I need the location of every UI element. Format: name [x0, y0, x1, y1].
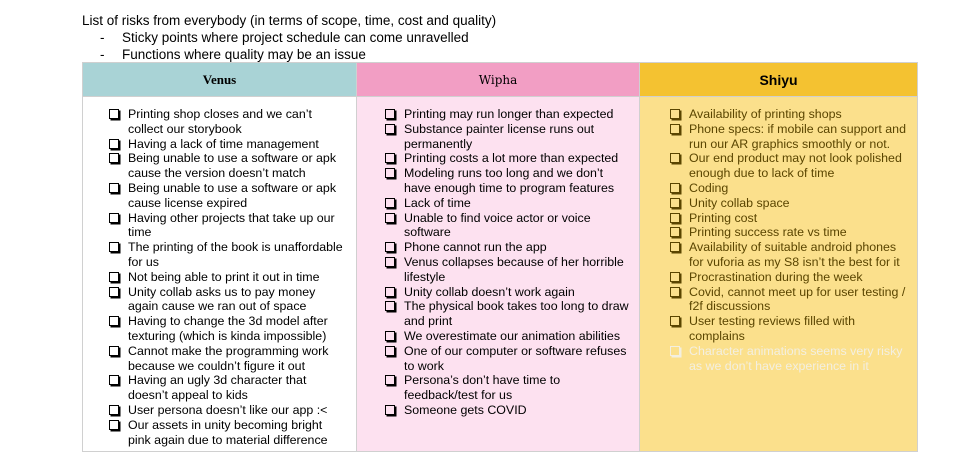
- risk-item: [385, 196, 631, 211]
- risk-item-text: The physical book takes too long to draw and print: [404, 299, 629, 329]
- risk-item-text: Unity collab doesn’t work again: [404, 284, 575, 299]
- checkbox-icon: [385, 153, 395, 163]
- risk-item-text: Venus collapses because of her horrible lifestyle: [404, 254, 624, 284]
- risk-item: [109, 137, 348, 152]
- risk-item-text: User testing reviews filled with complains: [689, 314, 855, 343]
- risk-item: [385, 344, 631, 374]
- risk-item-text: Being unable to use a software or apk cause the version doesn’t match: [128, 151, 337, 181]
- risk-item-text: Modeling runs too long and we don’t have enough time to program features: [404, 166, 615, 195]
- risk-item: [109, 418, 348, 448]
- checkbox-icon: [109, 375, 119, 385]
- risk-item-text: Not being able to print it out in time: [128, 269, 320, 284]
- risk-item-text: Unity collab space: [689, 195, 790, 210]
- risk-item-text: Availability of printing shops: [689, 107, 842, 121]
- checkbox-icon: [385, 168, 395, 178]
- risk-list-venus: [83, 97, 356, 447]
- checkbox-icon: [109, 316, 119, 326]
- risk-item-text: Being unable to use a software or apk cause license expired: [128, 180, 337, 210]
- risk-item-text: Phone cannot run the app: [404, 240, 547, 255]
- risk-item: [109, 403, 348, 418]
- risk-item: [670, 122, 909, 152]
- risk-item: [109, 314, 348, 344]
- risk-item-text: Printing may run longer than expected: [404, 107, 614, 121]
- checkbox-icon: [109, 139, 119, 149]
- risk-item: [385, 403, 631, 418]
- risk-item-text: Printing shop closes and we can’t collect our storybook: [128, 107, 312, 136]
- risk-item: [670, 270, 909, 285]
- risk-item: [670, 314, 909, 344]
- column-wipha: [357, 63, 640, 451]
- risk-item: [385, 166, 631, 196]
- checkbox-icon: [670, 109, 680, 119]
- risk-item: [109, 181, 348, 211]
- risk-table: [82, 62, 918, 452]
- risk-list-shiyu: [640, 97, 917, 373]
- checkbox-icon: [385, 301, 395, 311]
- checkbox-icon: [109, 420, 119, 430]
- checkbox-icon: [670, 346, 680, 356]
- risk-item-text: Having an ugly 3d character that doesn’t appeal to kids: [128, 373, 307, 403]
- risk-item: [109, 285, 348, 315]
- risk-list-wipha: [357, 97, 639, 418]
- checkbox-icon: [385, 257, 395, 267]
- dash-marker: -: [100, 47, 105, 62]
- risk-item-text: Unity collab asks us to pay money again cause we ran out of space: [128, 284, 316, 314]
- checkbox-icon: [385, 405, 395, 415]
- checkbox-icon: [109, 153, 119, 163]
- checkbox-icon: [385, 242, 395, 252]
- risk-item: [670, 151, 909, 181]
- column-venus: [83, 63, 357, 451]
- checkbox-icon: [109, 287, 119, 297]
- risk-item-text: Phone specs: if mobile can support and run our AR graphics smoothly or not.: [689, 121, 906, 151]
- checkbox-icon: [670, 287, 680, 297]
- risk-item-text: We overestimate our animation abilities: [404, 328, 621, 343]
- risk-item: [385, 373, 631, 403]
- risk-item-text: Procrastination during the week: [689, 269, 863, 284]
- risk-item: [385, 285, 631, 300]
- risk-item-text: User persona doesn’t like our app :<: [128, 402, 328, 417]
- checkbox-icon: [109, 272, 119, 282]
- risk-item-text: Cannot make the programming work because we couldn’t figure it out: [128, 343, 329, 373]
- checkbox-icon: [385, 124, 395, 134]
- checkbox-icon: [385, 331, 395, 341]
- checkbox-icon: [385, 198, 395, 208]
- intro-bullets: [82, 29, 496, 63]
- risk-item-text: Someone gets COVID: [404, 402, 527, 417]
- risk-item-text: Having to change the 3d model after texturing (which is kinda impossible): [128, 314, 328, 343]
- checkbox-icon: [109, 109, 119, 119]
- risk-item: [670, 344, 909, 374]
- checkbox-icon: [670, 272, 680, 282]
- risk-item: [385, 211, 631, 241]
- risk-item: [670, 107, 909, 122]
- risk-item: [385, 151, 631, 166]
- checkbox-icon: [670, 213, 680, 223]
- checkbox-icon: [385, 109, 395, 119]
- column-header-shiyu: Shiyu: [640, 63, 917, 97]
- checkbox-icon: [670, 183, 680, 193]
- risk-item-text: Substance painter license runs out permanently: [404, 121, 595, 151]
- risk-item: [670, 181, 909, 196]
- risk-item-text: Unable to find voice actor or voice software: [404, 210, 591, 240]
- dash-marker: -: [100, 30, 105, 45]
- risk-item: [109, 344, 348, 374]
- checkbox-icon: [109, 213, 119, 223]
- risk-item: [109, 107, 348, 137]
- checkbox-icon: [109, 346, 119, 356]
- intro-bullet: [82, 29, 496, 46]
- checkbox-icon: [670, 124, 680, 134]
- risk-item-text: Printing cost: [689, 210, 758, 225]
- risk-item-text: Covid, cannot meet up for user testing / f2f discussions: [689, 284, 906, 314]
- risk-item-text: Availability of suitable android phones for vuforia as my S8 isn’t the best for it: [689, 240, 900, 269]
- checkbox-icon: [670, 242, 680, 252]
- risk-item-text: Our end product may not look polished enough due to lack of time: [689, 151, 902, 181]
- risk-item: [109, 211, 348, 241]
- column-header-wipha: Wipha: [357, 63, 639, 97]
- risk-item-text: Printing costs a lot more than expected: [404, 151, 619, 166]
- risk-item: [385, 107, 631, 122]
- risk-item: [385, 299, 631, 329]
- risk-item-text: Having other projects that take up our time: [128, 210, 335, 240]
- checkbox-icon: [670, 227, 680, 237]
- intro-bullet: [82, 46, 496, 63]
- column-header-venus: Venus: [83, 63, 356, 97]
- risk-item: [109, 240, 348, 270]
- risk-item: [109, 151, 348, 181]
- risk-item: [385, 240, 631, 255]
- risk-item-text: Printing success rate vs time: [689, 225, 847, 240]
- risk-item: [670, 285, 909, 315]
- checkbox-icon: [109, 405, 119, 415]
- risk-item: [670, 211, 909, 226]
- risk-item-text: Coding: [689, 180, 729, 195]
- risk-item-text: Lack of time: [404, 195, 471, 210]
- intro-bullet-text: Functions where quality may be an issue: [122, 47, 366, 62]
- risk-item: [385, 122, 631, 152]
- intro-bullet-text: Sticky points where project schedule can come unravelled: [122, 30, 469, 45]
- checkbox-icon: [385, 346, 395, 356]
- checkbox-icon: [385, 287, 395, 297]
- column-shiyu: [640, 63, 917, 451]
- intro-title: List of risks from everybody (in terms of scope, time, cost and quality): [82, 13, 497, 28]
- risk-item: [670, 196, 909, 211]
- checkbox-icon: [109, 183, 119, 193]
- risk-item: [109, 373, 348, 403]
- checkbox-icon: [670, 316, 680, 326]
- risk-item: [109, 270, 348, 285]
- risk-item-text: Our assets in unity becoming bright pink again due to material difference: [128, 417, 328, 447]
- risk-item: [385, 329, 631, 344]
- risk-item-text: Character animations seems very risky as we don’t have experience in it: [689, 343, 903, 373]
- risk-item: [670, 240, 909, 270]
- checkbox-icon: [670, 198, 680, 208]
- checkbox-icon: [385, 213, 395, 223]
- risk-item: [670, 225, 909, 240]
- checkbox-icon: [670, 153, 680, 163]
- checkbox-icon: [109, 242, 119, 252]
- risk-item-text: Having a lack of time management: [128, 136, 319, 151]
- risk-item-text: Persona’s don’t have time to feedback/test for us: [404, 373, 561, 403]
- risk-item-text: The printing of the book is unaffordable for us: [128, 240, 343, 269]
- risk-item-text: One of our computer or software refuses to work: [404, 343, 627, 373]
- risk-item: [385, 255, 631, 285]
- checkbox-icon: [385, 375, 395, 385]
- intro-section: [82, 12, 496, 63]
